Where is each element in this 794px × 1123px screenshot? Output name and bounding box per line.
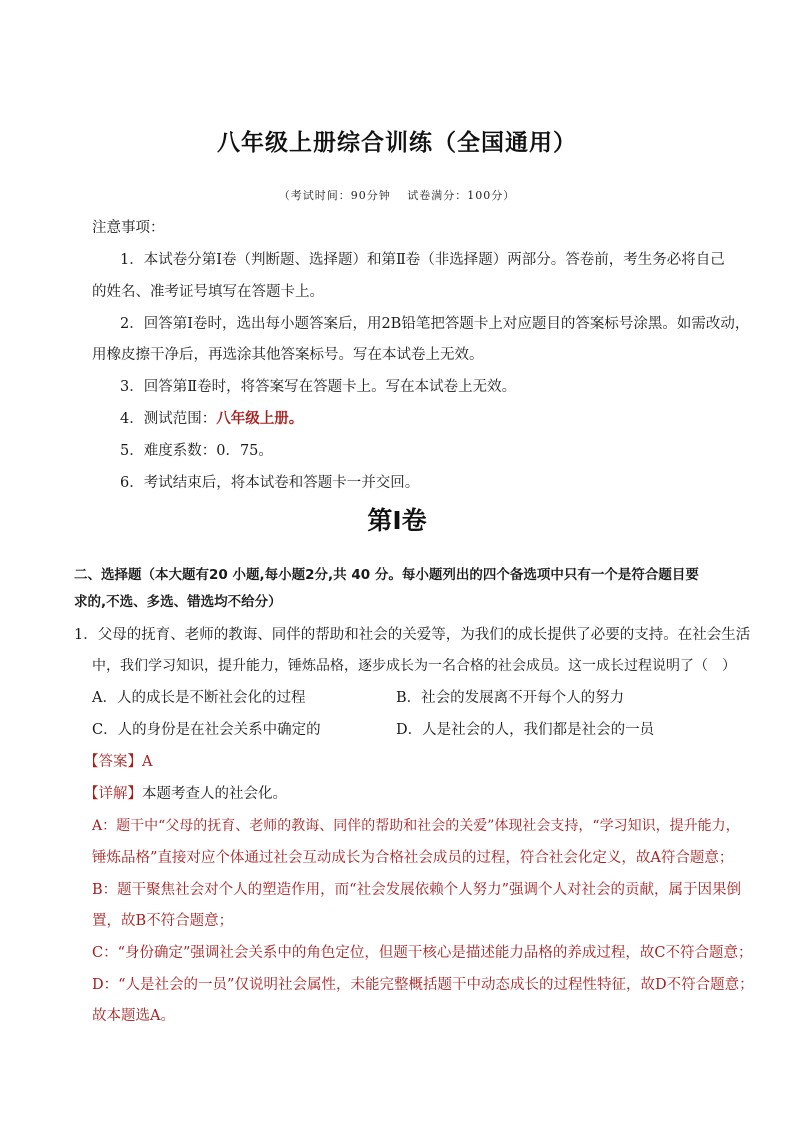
notice-item-2-line-1: 2．回答第Ⅰ卷时，选出每小题答案后，用2B铅笔把答题卡上对应题目的答案标号涂黑。如需改动， [120, 316, 750, 332]
notice-item-2-line-2: 用橡皮擦干净后，再选涂其他答案标号。写在本试卷上无效。 [92, 347, 484, 363]
option-a: A．人的成长是不断社会化的过程 [92, 690, 306, 706]
section-heading-line-2: 求的,不选、多选、错选均不给分） [74, 594, 282, 610]
question-1-line-2: 中，我们学习知识，提升能力，锤炼品格，逐步成长为一名合格的社会成员。这一成长过程说明了（ ） [92, 658, 736, 674]
notice-item-1-line-2: 的姓名、准考证号填写在答题卡上。 [92, 284, 324, 300]
notice-item-4-prefix: 4．测试范围： [120, 411, 217, 427]
answer-value: A [142, 754, 153, 770]
page-title: 八年级上册综合训练（全国通用） [217, 130, 577, 156]
notice-item-4 [120, 409, 303, 429]
test-scope: 八年级上册。 [216, 410, 304, 427]
option-d: D．人是社会的人，我们都是社会的一员 [396, 722, 655, 738]
notice-item-1-line-1: 1．本试卷分第Ⅰ卷（判断题、选择题）和第Ⅱ卷（非选择题）两部分。答卷前，考生务必将自己 [120, 252, 725, 268]
explanation-line-1: A：题干中“父母的抚育、老师的教诲、同伴的帮助和社会的关爱”体现社会支持，“学习知识，提升能力， [92, 818, 740, 834]
explanation-intro [84, 784, 287, 804]
explanation-conclusion: 故本题选A。 [92, 1008, 175, 1024]
explanation-line-6: D：“人是社会的一员”仅说明社会属性，未能完整概括题干中动态成长的过程性特征，故D不符合题意； [92, 977, 754, 993]
notice-item-5: 5．难度系数：0．75。 [120, 443, 273, 459]
notice-item-6: 6．考试结束后，将本试卷和答题卡一并交回。 [120, 475, 420, 491]
answer [84, 752, 152, 772]
answer-label: 【答案】 [84, 754, 142, 770]
explanation-line-3: B：题干聚焦社会对个人的塑造作用，而“社会发展依赖个人努力”强调个人对社会的贡献，属于因果倒 [92, 882, 741, 898]
section-title: 第Ⅰ卷 [367, 506, 427, 535]
notice-item-3: 3．回答第Ⅱ卷时，将答案写在答题卡上。写在本试卷上无效。 [120, 379, 517, 395]
section-heading-line-1: 二、选择题（本大题有20 小题,每小题2分,共 40 分。每小题列出的四个备选项中只有一个是符合题目要 [74, 567, 699, 583]
notice-heading: 注意事项： [92, 220, 165, 236]
option-b: B．社会的发展离不开每个人的努力 [396, 690, 625, 706]
explanation-label: 【详解】 [84, 786, 142, 802]
explanation-text: 本题考查人的社会化。 [142, 786, 287, 802]
explanation-line-5: C：“身份确定”强调社会关系中的角色定位，但题干核心是描述能力品格的养成过程，故C不符合题意； [92, 945, 753, 961]
question-1-line-1: 1．父母的抚育、老师的教诲、同伴的帮助和社会的关爱等，为我们的成长提供了必要的支持。在社会生活 [74, 627, 751, 643]
explanation-line-2: 锤炼品格”直接对应个体通过社会互动成长为合格社会成员的过程，符合社会化定义，故A符合题意； [92, 850, 734, 866]
exam-info: （考试时间：90分钟 试卷满分：100分） [278, 189, 516, 202]
option-c: C．人的身份是在社会关系中确定的 [92, 722, 321, 738]
explanation-line-4: 置，故B不符合题意； [92, 913, 234, 929]
